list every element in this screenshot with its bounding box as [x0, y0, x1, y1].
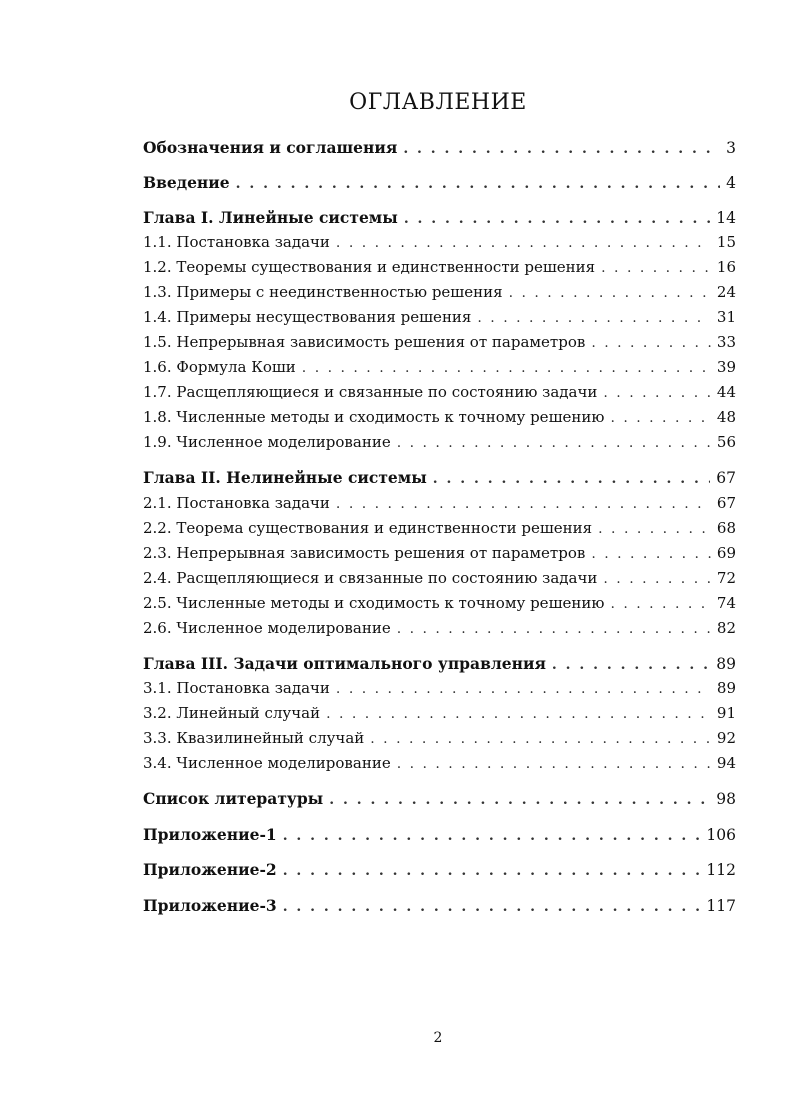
toc-entry-3-1[interactable] [143, 679, 736, 701]
toc-entry-2-3[interactable] [143, 544, 736, 566]
toc-entry-3-3[interactable] [143, 729, 736, 751]
toc-entry-title: 3.2. Линейный случай [143, 704, 321, 722]
dot-leader [552, 657, 710, 673]
dot-leader [591, 546, 711, 562]
toc-entry-chapter-3[interactable] [143, 654, 736, 676]
toc-entry-page: 98 [716, 790, 736, 808]
toc-entry-chapter-1[interactable] [143, 208, 736, 230]
toc-entry-3-2[interactable] [143, 704, 736, 726]
toc-entry-page: 48 [716, 408, 736, 426]
toc-entry-3-4[interactable] [143, 754, 736, 776]
dot-leader [598, 521, 711, 537]
toc-entry-title: 1.5. Непрерывная зависимость решения от параметров [143, 333, 586, 351]
dot-leader [477, 310, 711, 326]
toc-entry-1-8[interactable] [143, 408, 736, 430]
toc-entry-page: 24 [716, 283, 736, 301]
toc-entry-page: 14 [716, 209, 736, 227]
dot-leader [302, 360, 711, 376]
toc-entry-title: 2.4. Расщепляющиеся и связанные по состоянию задачи [143, 569, 598, 587]
toc-entry-page: 106 [706, 826, 736, 844]
toc-entry-1-4[interactable] [143, 308, 736, 330]
toc-entry-title: Глава II. Нелинейные системы [143, 468, 427, 487]
toc-entry-title: 1.1. Постановка задачи [143, 233, 330, 251]
page-title: ОГЛАВЛЕНИЕ [349, 90, 527, 115]
toc-entry-title: 1.8. Численные методы и сходимость к точному решению [143, 408, 605, 426]
toc-entry-title: 1.6. Формула Коши [143, 358, 296, 376]
dot-leader [283, 899, 701, 915]
toc-entry-1-6[interactable] [143, 358, 736, 380]
toc-entry-page: 4 [726, 174, 736, 192]
toc-entry-2-6[interactable] [143, 619, 736, 641]
toc-entry-chapter-2[interactable] [143, 468, 736, 490]
dot-leader [403, 141, 720, 157]
toc-entry-2-2[interactable] [143, 519, 736, 541]
toc-entry-title: Приложение-3 [143, 896, 277, 915]
toc-entry-title: 1.4. Примеры несуществования решения [143, 308, 472, 326]
toc-entry-page: 112 [706, 861, 736, 879]
toc-entry-title: 2.5. Численные методы и сходимость к точному решению [143, 594, 605, 612]
dot-leader [336, 496, 711, 512]
toc-entry-page: 68 [716, 519, 736, 537]
dot-leader [601, 260, 711, 276]
dot-leader [603, 385, 711, 401]
toc-entry-page: 67 [716, 469, 736, 487]
toc-entry-references[interactable] [143, 789, 736, 811]
dot-leader [610, 410, 710, 426]
toc-entry-appendix-3[interactable] [143, 896, 736, 918]
dot-leader [603, 571, 711, 587]
toc-entry-page: 31 [716, 308, 736, 326]
dot-leader [370, 731, 711, 747]
toc-entry-title: 3.3. Квазилинейный случай [143, 729, 365, 747]
toc-entry-page: 15 [716, 233, 736, 251]
toc-entry-2-4[interactable] [143, 569, 736, 591]
dot-leader [329, 792, 710, 808]
page-number: 2 [433, 1030, 443, 1046]
toc-entry-page: 117 [706, 897, 736, 915]
toc-entry-page: 56 [716, 433, 736, 451]
dot-leader [336, 681, 711, 697]
toc-entry-page: 94 [716, 754, 736, 772]
dot-leader [236, 176, 720, 192]
toc-entry-title: Список литературы [143, 789, 324, 808]
toc-entry-page: 89 [716, 679, 736, 697]
toc-entry-title: 2.6. Численное моделирование [143, 619, 391, 637]
dot-leader [433, 471, 710, 487]
toc-entry-page: 74 [716, 594, 736, 612]
toc-entry-page: 91 [716, 704, 736, 722]
toc-entry-title: 2.1. Постановка задачи [143, 494, 330, 512]
toc-entry-title: Приложение-1 [143, 825, 277, 844]
toc-entry-title: Обозначения и соглашения [143, 138, 398, 157]
dot-leader [397, 621, 711, 637]
toc-entry-appendix-1[interactable] [143, 825, 736, 847]
dot-leader [336, 235, 711, 251]
toc-entry-title: 2.2. Теорема существования и единственности решения [143, 519, 593, 537]
toc-entry-title: 1.9. Численное моделирование [143, 433, 391, 451]
toc-entry-title: 3.4. Численное моделирование [143, 754, 391, 772]
toc-entry-1-9[interactable] [143, 433, 736, 455]
toc-entry-title: 3.1. Постановка задачи [143, 679, 330, 697]
dot-leader [326, 706, 711, 722]
dot-leader [283, 863, 701, 879]
toc-entry-page: 82 [716, 619, 736, 637]
dot-leader [283, 828, 701, 844]
toc-entry-page: 92 [716, 729, 736, 747]
toc-entry-appendix-2[interactable] [143, 860, 736, 882]
dot-leader [397, 756, 711, 772]
toc-entry-1-3[interactable] [143, 283, 736, 305]
dot-leader [509, 285, 711, 301]
toc-entry-2-1[interactable] [143, 494, 736, 516]
toc-entry-page: 33 [716, 333, 736, 351]
toc-entry-title: 1.2. Теоремы существования и единственности решения [143, 258, 596, 276]
toc-entry-2-5[interactable] [143, 594, 736, 616]
dot-leader [397, 435, 711, 451]
toc-entry-1-5[interactable] [143, 333, 736, 355]
toc-entry-1-2[interactable] [143, 258, 736, 280]
toc-entry-page: 67 [716, 494, 736, 512]
toc-entry-title: Глава I. Линейные системы [143, 208, 398, 227]
toc-entry-page: 39 [716, 358, 736, 376]
toc-entry-page: 44 [716, 383, 736, 401]
toc-entry-1-7[interactable] [143, 383, 736, 405]
toc-entry-page: 69 [716, 544, 736, 562]
toc-entry-title: Приложение-2 [143, 860, 277, 879]
toc-entry-title: Введение [143, 173, 230, 192]
dot-leader [404, 211, 710, 227]
toc-entry-title: 1.3. Примеры с неединственностью решения [143, 283, 503, 301]
toc-entry-introduction[interactable] [143, 173, 736, 195]
toc-entry-title: Глава III. Задачи оптимального управления [143, 654, 546, 673]
toc-entry-page: 89 [716, 655, 736, 673]
toc-entry-page: 3 [726, 139, 736, 157]
toc-entry-title: 1.7. Расщепляющиеся и связанные по состоянию задачи [143, 383, 598, 401]
toc-entry-page: 16 [716, 258, 736, 276]
dot-leader [591, 335, 711, 351]
toc-entry-page: 72 [716, 569, 736, 587]
toc-entry-notation[interactable] [143, 138, 736, 160]
toc-entry-1-1[interactable] [143, 233, 736, 255]
dot-leader [610, 596, 710, 612]
toc-entry-title: 2.3. Непрерывная зависимость решения от параметров [143, 544, 586, 562]
